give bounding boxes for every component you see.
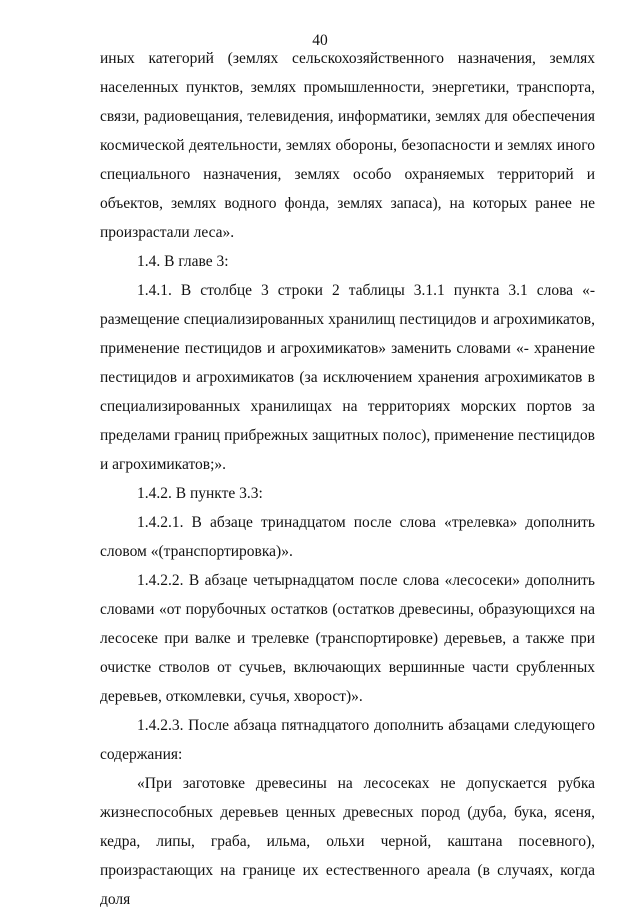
paragraph-1-4-1: 1.4.1. В столбце 3 строки 2 таблицы 3.1.1 пункта 3.1 слова «- размещение специализированных хранилищ пестицидов и агрохимикатов, применение пестицидов и агрохимикатов» заменить словами «- хранение пестицидов и агрохимикатов (за исключением хранения агрохимикатов в специализированных хранилищах на территориях морских портов за пределами границ прибрежных защитных полос), применение пестицидов и агрохимикатов;». bbox=[100, 282, 595, 473]
paragraph-land-categories: иных категорий (землях сельскохозяйственного назначения, землях населенных пунктов, землях промышленности, энергетики, транспорта, связи, радиовещания, телевидения, информатики, землях для обеспечения космической деятельности, землях обороны, безопасности и землях иного специального назначения, землях особо охраняемых территорий и объектов, землях водного фонда, землях запаса), на которых ранее не произрастали леса». bbox=[100, 50, 595, 241]
paragraph-1-4-2-heading: 1.4.2. В пункте 3.3: bbox=[137, 485, 263, 502]
paragraph-1-4-heading: 1.4. В главе 3: bbox=[137, 253, 229, 270]
paragraph-1-4-2-2: 1.4.2.2. В абзаце четырнадцатом после слова «лесосеки» дополнить словами «от порубочных остатков (остатков древесины, образующихся на лесосеке при валке и трелевке (транспортировке) деревьев, а также при очистке стволов от сучьев, включающих вершинные части срубленных деревьев, откомлевки, сучья, хворост)». bbox=[100, 572, 595, 705]
document-body bbox=[100, 44, 595, 914]
paragraph-1-4-2-3: 1.4.2.3. После абзаца пятнадцатого дополнить абзацами следующего содержания: bbox=[100, 717, 595, 763]
paragraph-1-4-2-1: 1.4.2.1. В абзаце тринадцатом после слова «трелевка» дополнить словом «(транспортировка)». bbox=[100, 514, 595, 560]
page-number: 40 bbox=[312, 32, 328, 49]
paragraph-quote-logging-rules: «При заготовке древесины на лесосеках не допускается рубка жизнеспособных деревьев ценных древесных пород (дуба, бука, ясеня, кедра, липы, граба, ильма, ольхи черной, каштана посевного), произрастающих на границе их естественного ареала (в случаях, когда доля bbox=[100, 775, 595, 908]
